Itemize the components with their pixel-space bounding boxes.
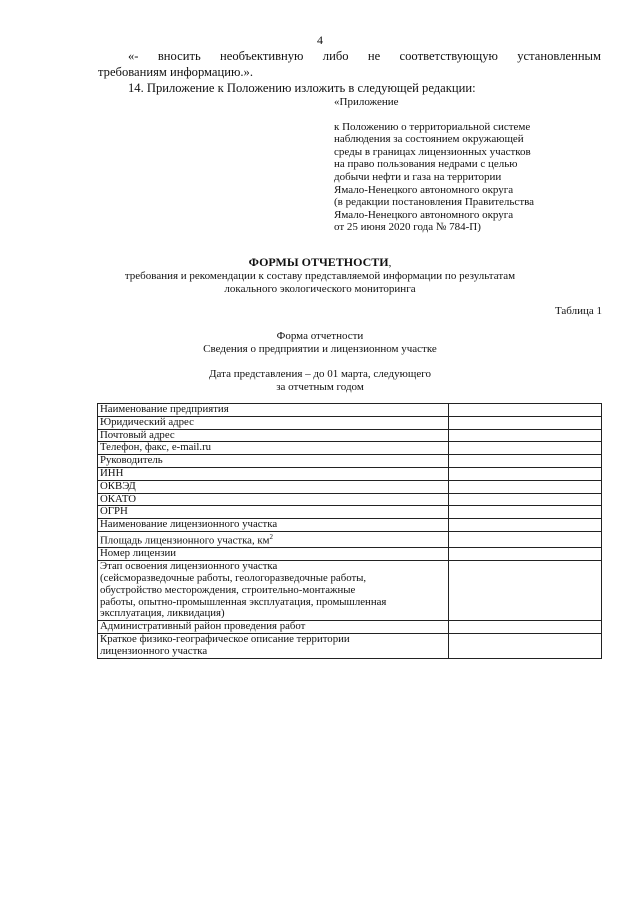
row-value-cell (449, 493, 602, 506)
appendix-line: (в редакции постановления Правительства (334, 196, 535, 209)
row-label-line: Почтовый адрес (100, 428, 175, 441)
row-label (98, 455, 449, 468)
appendix-line: среды в границах лицензионных участков (334, 145, 531, 158)
table-row (98, 506, 602, 519)
document-heading (0, 256, 640, 296)
row-label (98, 480, 449, 493)
table-row (98, 621, 602, 634)
table-label: Таблица 1 (554, 305, 602, 317)
row-label (98, 633, 449, 658)
row-label (98, 561, 449, 621)
row-label-line: (сейсморазведочные работы, геологоразведочные работы, (100, 571, 367, 584)
row-value-cell (449, 429, 602, 442)
row-label (98, 519, 449, 532)
row-label-line: работы, опытно-промышленная эксплуатация, промышленная (100, 595, 387, 608)
row-label (98, 416, 449, 429)
table-row (98, 455, 602, 468)
row-label-line: ОКАТО (100, 492, 137, 505)
row-label-line: эксплуатация, ликвидация) (100, 607, 225, 620)
row-label-line: лицензионного участка (100, 644, 208, 657)
table-row (98, 416, 602, 429)
table-row (98, 561, 602, 621)
row-value-cell (449, 480, 602, 493)
table-row (98, 429, 602, 442)
page-number: 4 (317, 33, 323, 47)
row-value-cell (449, 531, 602, 547)
row-label (98, 429, 449, 442)
intro-line-1: «- вносить необъективную либо не соответствующую установленным (128, 49, 601, 63)
row-value-cell (449, 621, 602, 634)
appendix-lines (334, 121, 594, 234)
form-header-line-1: Форма отчетности (276, 330, 364, 342)
row-label (98, 467, 449, 480)
heading-subtitle-2: локального экологического мониторинга (224, 283, 416, 295)
row-value-cell (449, 404, 602, 417)
row-label (98, 531, 449, 547)
row-label-line: Этап освоения лицензионного участка (100, 560, 278, 573)
appendix-line: Ямало-Ненецкого автономного округа (334, 183, 514, 196)
row-value-cell (449, 561, 602, 621)
heading-title-suffix: , (388, 257, 392, 269)
row-label (98, 621, 449, 634)
row-label-line: Площадь лицензионного участка, $км^2$ (100, 532, 273, 547)
table-row (98, 442, 602, 455)
row-value-cell (449, 455, 602, 468)
table-row (98, 633, 602, 658)
row-label (98, 506, 449, 519)
form-header-line-2: Сведения о предприятии и лицензионном участке (203, 343, 437, 355)
row-label-line: Руководитель (100, 454, 163, 467)
table-row (98, 480, 602, 493)
row-value-cell (449, 416, 602, 429)
form-header-line-3: Дата представления – до 01 марта, следующего (209, 368, 431, 380)
row-label-line: ИНН (100, 466, 124, 479)
row-value-cell (449, 506, 602, 519)
appendix-title: «Приложение (334, 96, 399, 108)
row-label-superscript: 2 (269, 532, 273, 541)
row-label-line: ОГРН (100, 505, 128, 518)
row-value-cell (449, 467, 602, 480)
form-header-line-4: за отчетным годом (276, 381, 364, 393)
row-label (98, 493, 449, 506)
row-label-line: Наименование лицензионного участка (100, 518, 278, 531)
row-label-line: Административный район проведения работ (100, 620, 306, 633)
row-value-cell (449, 442, 602, 455)
row-label-line: Наименование предприятия (100, 403, 229, 415)
heading-subtitle-1: требования и рекомендации к составу представляемой информации по результатам (124, 270, 516, 282)
enterprise-info-table (97, 403, 602, 659)
appendix-line: к Положению о территориальной системе (334, 120, 531, 133)
appendix-note (334, 96, 594, 234)
row-label (98, 548, 449, 561)
table-row (98, 519, 602, 532)
appendix-line: на право пользования недрами с целью (334, 158, 518, 171)
table-row (98, 493, 602, 506)
intro-line-3: 14. Приложение к Положению изложить в следующей редакции: (128, 81, 476, 95)
row-value-cell (449, 548, 602, 561)
intro-line-2: требованиям информацию.». (98, 65, 254, 79)
row-label-line: Краткое физико-географическое описание территории (100, 632, 350, 645)
heading-title: ФОРМЫ ОТЧЕТНОСТИ (248, 255, 389, 269)
row-label-line: Юридический адрес (100, 415, 194, 428)
row-label (98, 442, 449, 455)
table-row (98, 467, 602, 480)
table-row (98, 404, 602, 417)
row-label-line: ОКВЭД (100, 479, 136, 492)
appendix-line: от 25 июня 2020 года № 784-П) (334, 221, 481, 234)
form-header (0, 330, 640, 394)
table-row (98, 531, 602, 547)
appendix-line: наблюдения за состоянием окружающей (334, 133, 524, 146)
row-label-line: Телефон, факс, e-mail.ru (100, 441, 212, 454)
appendix-line: Ямало-Ненецкого автономного округа (334, 208, 514, 221)
table-row (98, 548, 602, 561)
row-value-cell (449, 633, 602, 658)
appendix-line: добычи нефти и газа на территории (334, 170, 502, 183)
row-label-line: обустройство месторождения, строительно-монтажные (100, 583, 356, 596)
row-value-cell (449, 519, 602, 532)
row-label-line: Номер лицензии (100, 547, 177, 560)
row-label (98, 404, 449, 417)
